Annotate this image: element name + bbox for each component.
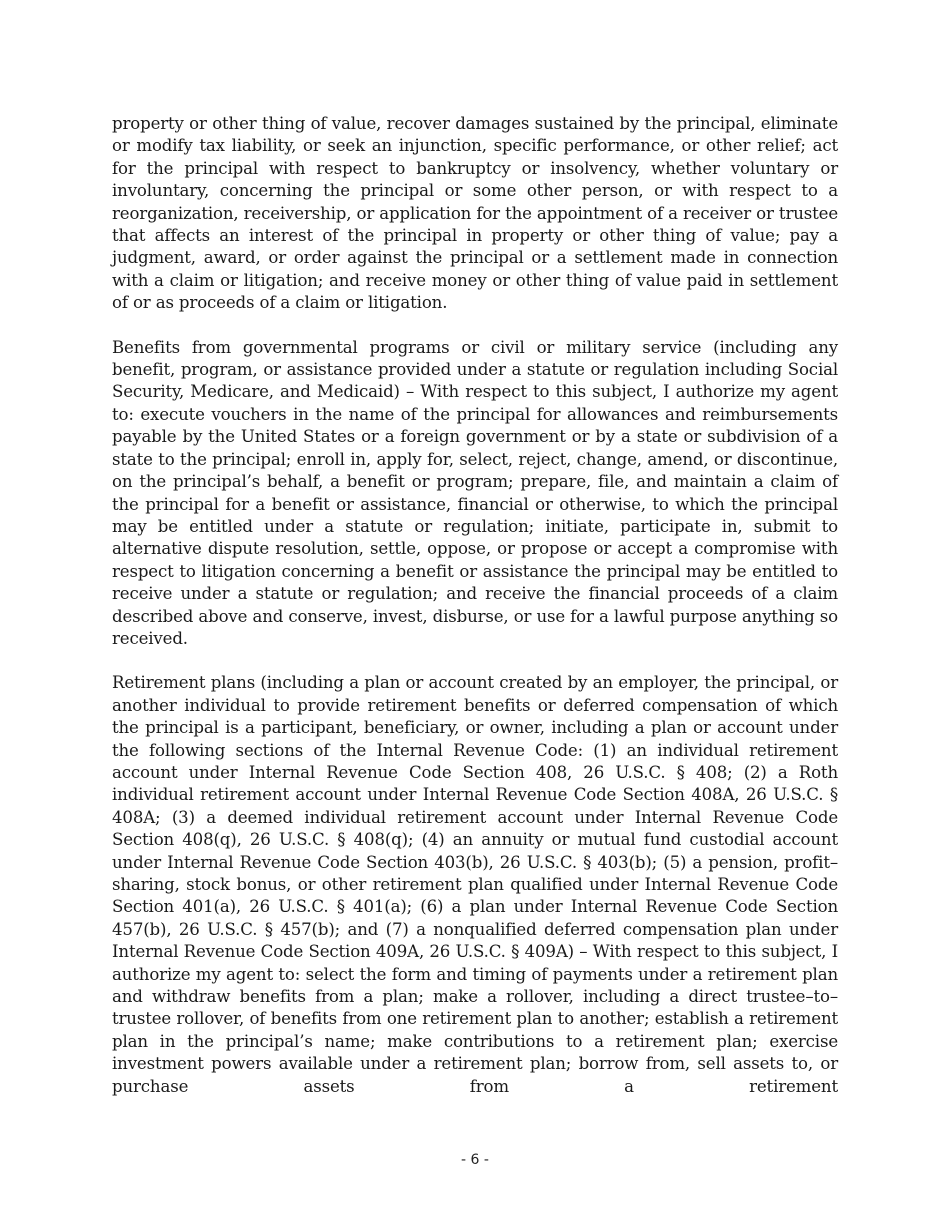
page-number: - 6 -	[461, 1152, 489, 1168]
paragraph-governmental-benefits: Benefits from governmental programs or civil or military service (including any benefit, program, or assistance provided under a statute or regulation including Social Security, Medicare, and Medicaid) – With respect to this subject, I authorize my agent to: execute vouchers in the name of the principal for allowances and reimbursements payable by the United States or a foreign government or by a state or subdivision of a state to the principal; enroll in, apply for, select, reject, change, amend, or discontinue, on the principal’s behalf, a benefit or program; prepare, file, and maintain a claim of the principal for a benefit or assistance, financial or otherwise, to which the principal may be entitled under a statute or regulation; initiate, participate in, submit to alternative dispute resolution, settle, oppose, or propose or accept a compromise with respect to litigation concerning a benefit or assistance the principal may be entitled to receive under a statute or regulation; and receive the financial proceeds of a claim described above and conserve, invest, disburse, or use for a lawful purpose anything so received.	[112, 337, 838, 648]
page-body	[112, 113, 838, 1120]
paragraph-retirement-plans: Retirement plans (including a plan or account created by an employer, the principal, or another individual to provide retirement benefits or deferred compensation of which the principal is a participant, beneficiary, or owner, including a plan or account under the following sections of the Internal Revenue Code: (1) an individual retirement account under Internal Revenue Code Section 408, 26 U.S.C. § 408; (2) a Roth individual retirement account under Internal Revenue Code Section 408A, 26 U.S.C. § 408A; (3) a deemed individual retirement account under Internal Revenue Code Section 408(q), 26 U.S.C. § 408(q); (4) an annuity or mutual fund custodial account under Internal Revenue Code Section 403(b), 26 U.S.C. § 403(b); (5) a pension, profit–sharing, stock bonus, or other retirement plan qualified under Internal Revenue Code Section 401(a), 26 U.S.C. § 401(a); (6) a plan under Internal Revenue Code Section 457(b), 26 U.S.C. § 457(b); and (7) a nonqualified deferred compensation plan under Internal Revenue Code Section 409A, 26 U.S.C. § 409A) – With respect to this subject, I authorize my agent to: select the form and timing of payments under a retirement plan and withdraw benefits from a plan; make a rollover, including a direct trustee–to–trustee rollover, of benefits from one retirement plan to another; establish a retirement plan in the principal’s name; make contributions to a retirement plan; exercise investment powers available under a retirement plan; borrow from, sell assets to, or purchase assets from a retirement	[112, 673, 838, 1096]
paragraph-litigation-continued: property or other thing of value, recover damages sustained by the principal, eliminate or modify tax liability, or seek an injunction, specific performance, or other relief; act for the principal with respect to bankruptcy or insolvency, whether voluntary or involuntary, concerning the principal or some other person, or with respect to a reorganization, receivership, or application for the appointment of a receiver or trustee that affects an interest of the principal in property or other thing of value; pay a judgment, award, or order against the principal or a settlement made in connection with a claim or litigation; and receive money or other thing of value paid in settlement of or as proceeds of a claim or litigation.	[112, 114, 838, 313]
